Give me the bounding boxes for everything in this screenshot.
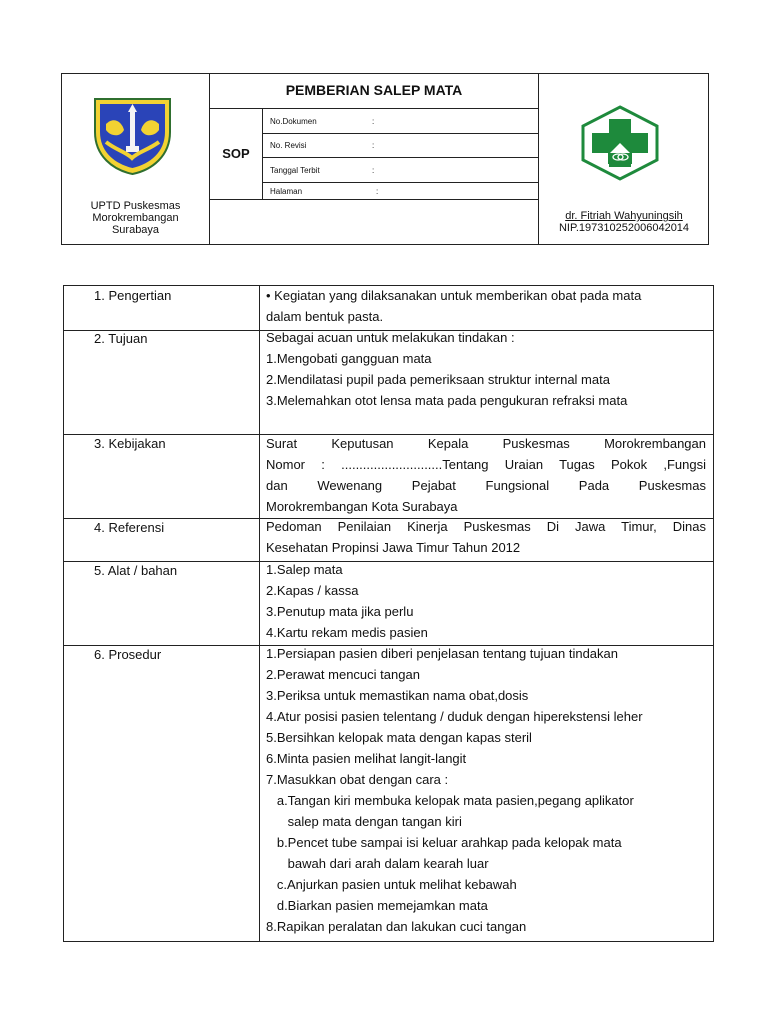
row-content-referensi xyxy=(266,516,706,558)
row-line: 8.Rapikan peralatan dan lakukan cuci tangan xyxy=(266,919,527,934)
row-line: Pedoman Penilaian Kinerja Puskesmas Di Jawa Timur, Dinas xyxy=(266,519,706,534)
row-label-prosedur: 6. Prosedur xyxy=(94,647,162,662)
row-line: bawah dari arah dalam kearah luar xyxy=(266,856,489,871)
row-line: 4.Atur posisi pasien telentang / duduk dengan hiperekstensi leher xyxy=(266,709,643,724)
row-line: salep mata dengan tangan kiri xyxy=(266,814,462,829)
row-line: Nomor : ............................Tentang Uraian Tugas Pokok ,Fungsi xyxy=(266,457,706,472)
row-line: 6.Minta pasien melihat langit-langit xyxy=(266,751,467,766)
row-line: 3.Penutup mata jika perlu xyxy=(266,604,414,619)
row-line: 3.Melemahkan otot lensa mata pada pengukuran refraksi mata xyxy=(266,393,628,408)
row-label-pengertian: 1. Pengertian xyxy=(94,288,172,303)
row-line: Sebagai acuan untuk melakukan tindakan : xyxy=(266,330,515,345)
row-line: 2.Perawat mencuci tangan xyxy=(266,667,420,682)
meta-colon: : xyxy=(372,141,375,150)
signatory-name: dr. Fitriah Wahyuningsih xyxy=(565,210,683,222)
row-line: d.Biarkan pasien memejamkan mata xyxy=(266,898,488,913)
row-content-alat-bahan xyxy=(266,559,706,643)
row-content-kebijakan xyxy=(266,433,706,517)
meta-colon: : xyxy=(376,187,379,196)
row-line: 1.Salep mata xyxy=(266,562,343,577)
row-line: Kesehatan Propinsi Jawa Timur Tahun 2012 xyxy=(266,540,521,555)
sop-label: SOP xyxy=(222,146,250,161)
row-line: dan Wewenang Pejabat Fungsional Pada Puskesmas xyxy=(266,478,706,493)
row-label-kebijakan: 3. Kebijakan xyxy=(94,436,166,451)
meta-rule-1 xyxy=(262,133,539,134)
meta-label: Halaman xyxy=(270,187,303,196)
table-border-right xyxy=(713,285,714,942)
row-line: 4.Kartu rekam medis pasien xyxy=(266,625,428,640)
row-content-pengertian xyxy=(266,285,706,327)
row-line: b.Pencet tube sampai isi keluar arahkap pada kelopak mata xyxy=(266,835,622,850)
org-line: Surabaya xyxy=(111,224,160,236)
table-column-divider xyxy=(259,285,260,942)
row-line: 7.Masukkan obat dengan cara : xyxy=(266,772,449,787)
meta-label: No. Revisi xyxy=(270,141,307,150)
header-meta-rule xyxy=(209,199,539,200)
meta-rule-3 xyxy=(262,182,539,183)
row-line: Morokrembangan Kota Surabaya xyxy=(266,499,458,514)
header-border-top xyxy=(61,73,709,74)
row-line: 2.Mendilatasi pupil pada pemeriksaan struktur internal mata xyxy=(266,372,610,387)
row-label-alat-bahan: 5. Alat / bahan xyxy=(94,563,178,578)
surabaya-emblem-icon xyxy=(92,96,173,176)
row-line: a.Tangan kiri membuka kelopak mata pasien,pegang aplikator xyxy=(266,793,634,808)
row-content-prosedur xyxy=(266,643,706,937)
org-name xyxy=(62,200,209,236)
row-line: c.Anjurkan pasien untuk melihat kebawah xyxy=(266,877,517,892)
row-label-tujuan: 2. Tujuan xyxy=(94,331,148,346)
row-line: 1.Persiapan pasien diberi penjelasan tentang tujuan tindakan xyxy=(266,646,618,661)
meta-label: Tanggal Terbit xyxy=(270,166,320,175)
org-line: Morokrembangan xyxy=(92,212,179,224)
signatory-nip: NIP.197310252006042014 xyxy=(558,222,690,234)
puskesmas-logo-icon xyxy=(578,104,662,182)
header-title-rule xyxy=(209,108,539,109)
row-line: dalam bentuk pasta. xyxy=(266,309,384,324)
row-line: • Kegiatan yang dilaksanakan untuk memberikan obat pada mata xyxy=(266,288,642,303)
org-line: UPTD Puskesmas xyxy=(90,200,181,212)
row-line: 1.Mengobati gangguan mata xyxy=(266,351,432,366)
meta-rule-2 xyxy=(262,157,539,158)
row-line: 3.Periksa untuk memastikan nama obat,dosis xyxy=(266,688,529,703)
row-line: 5.Bersihkan kelopak mata dengan kapas steril xyxy=(266,730,532,745)
header-sop-divider xyxy=(262,108,263,200)
row-line: Surat Keputusan Kepala Puskesmas Morokrembangan xyxy=(266,436,706,451)
row-line: 2.Kapas / kassa xyxy=(266,583,359,598)
document-title: PEMBERIAN SALEP MATA xyxy=(285,82,463,98)
meta-colon: : xyxy=(372,166,375,175)
row-content-tujuan xyxy=(266,327,706,411)
header-border-bottom xyxy=(61,244,709,245)
table-border-left xyxy=(63,285,64,942)
table-border-bottom xyxy=(63,941,714,942)
meta-label: No.Dokumen xyxy=(270,117,317,126)
meta-colon: : xyxy=(372,117,375,126)
row-label-referensi: 4. Referensi xyxy=(94,520,165,535)
